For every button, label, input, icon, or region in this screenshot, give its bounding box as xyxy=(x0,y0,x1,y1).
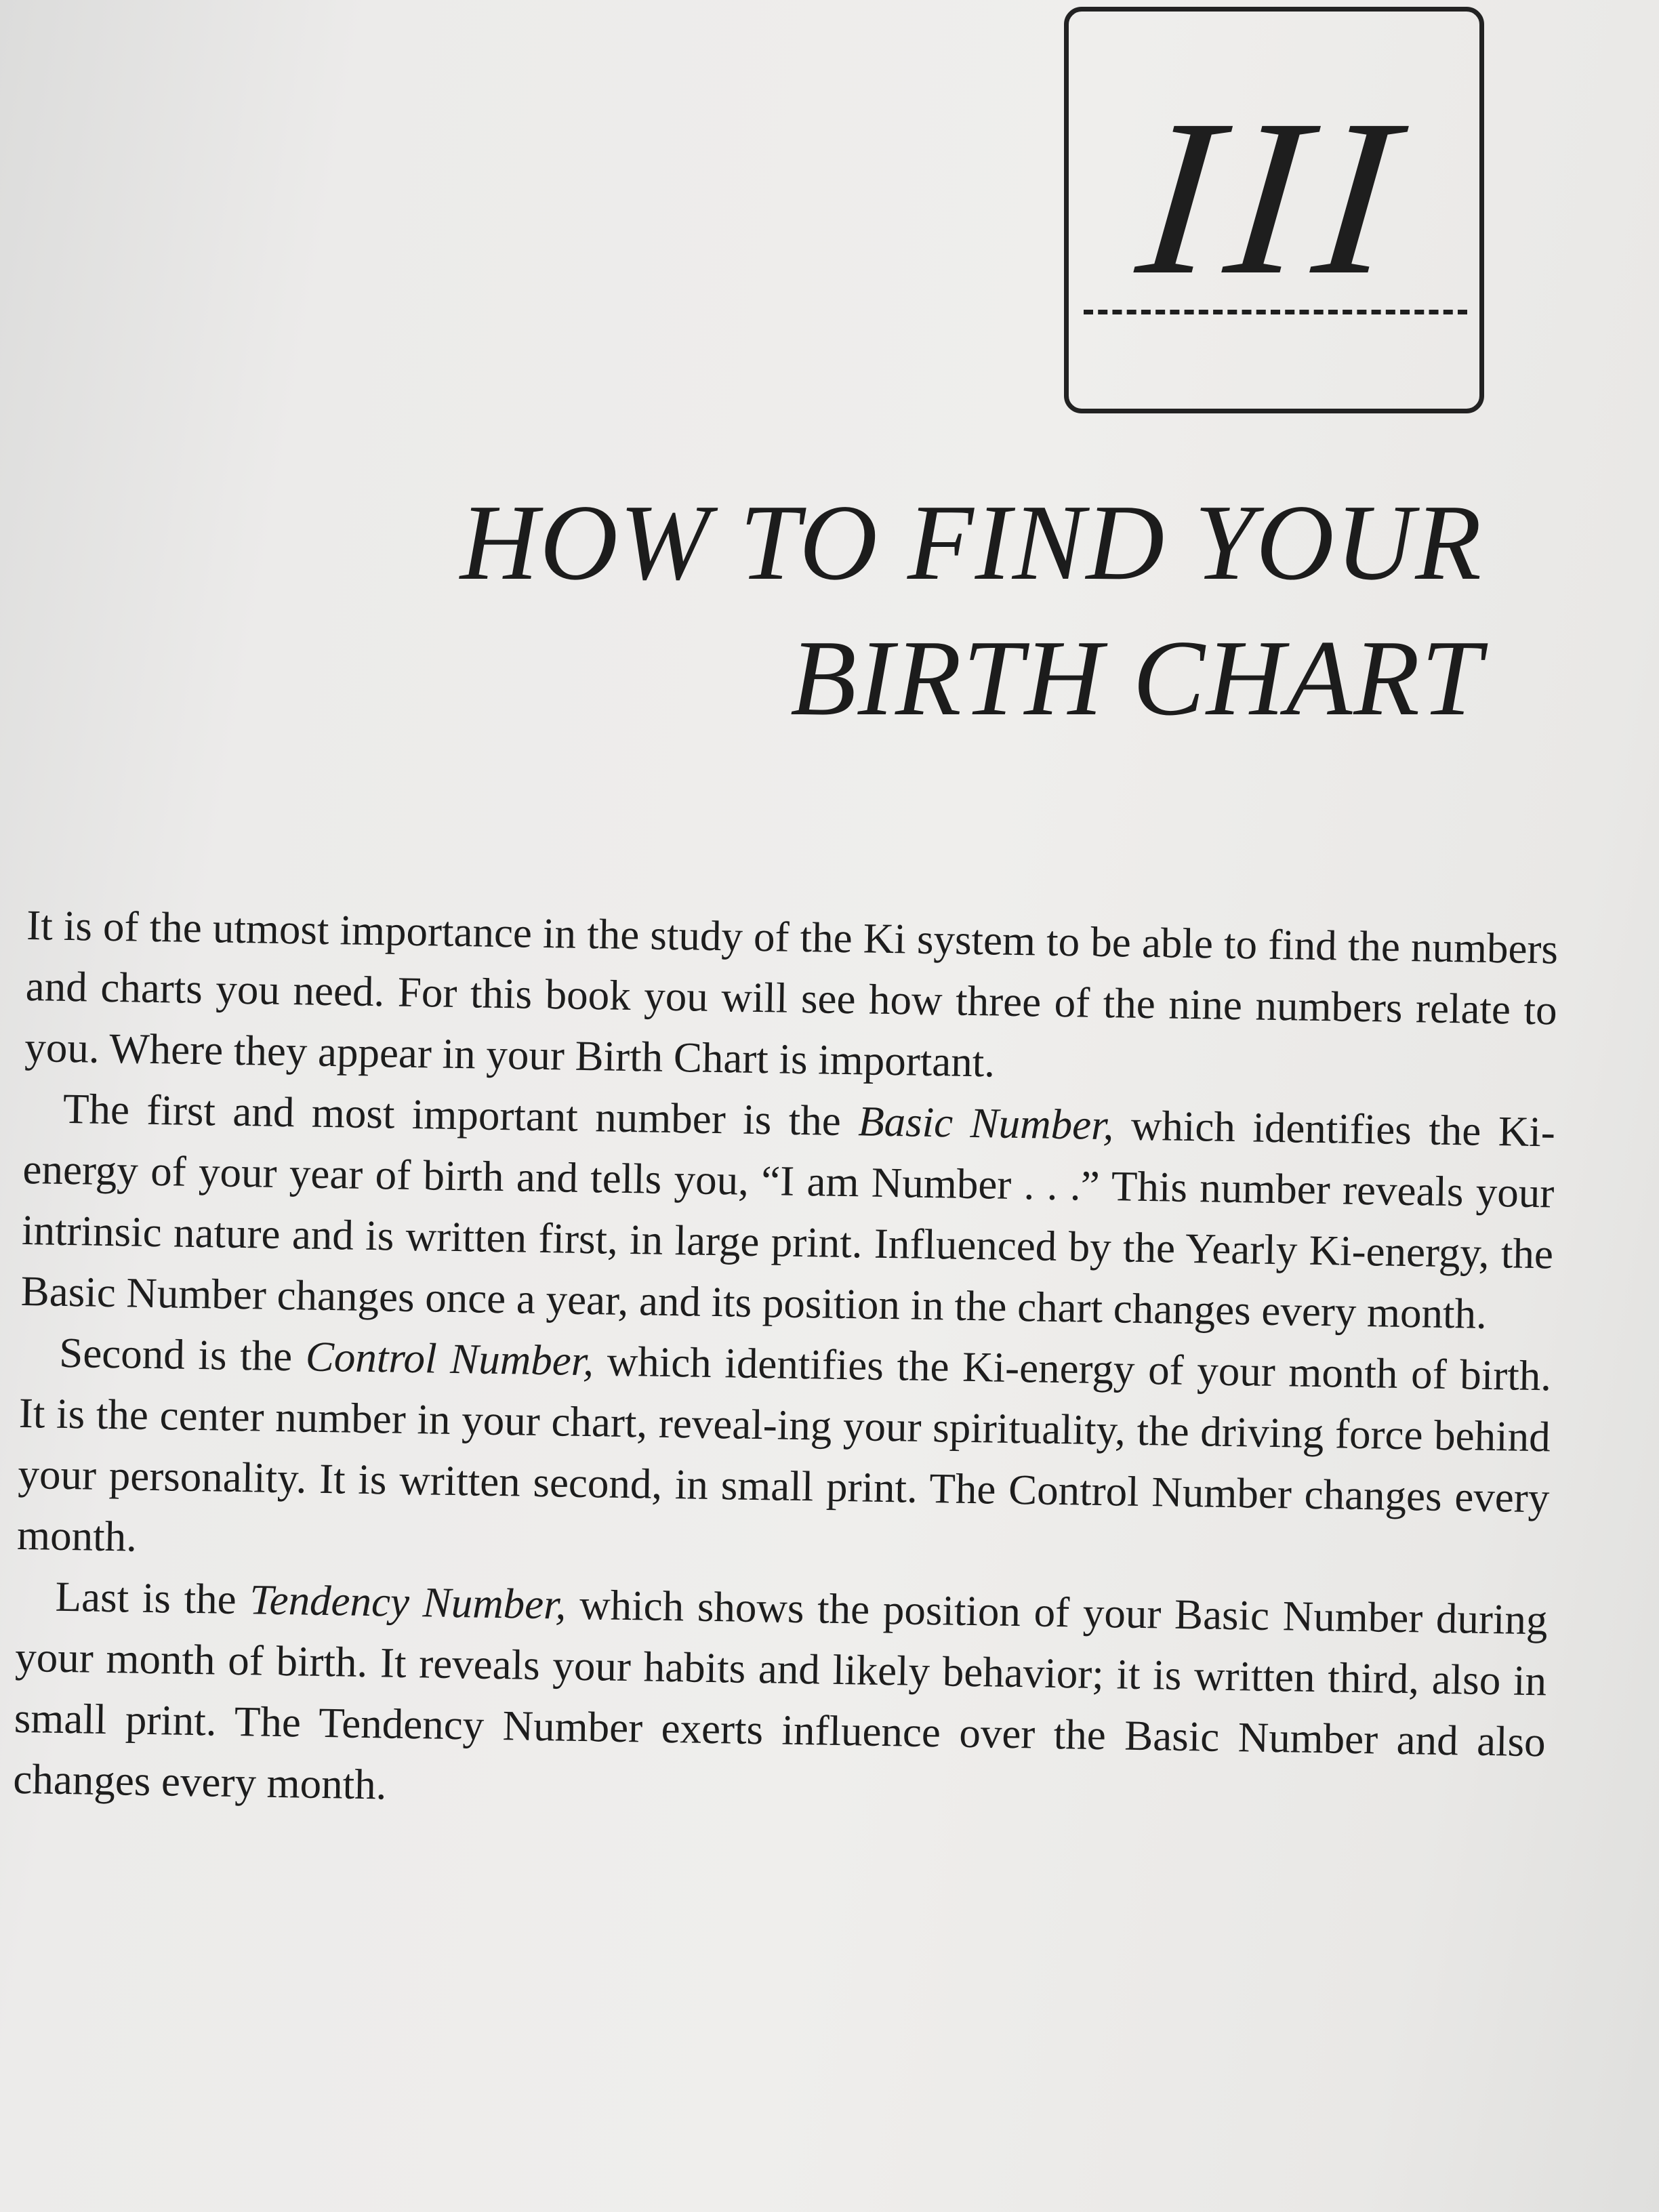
paragraph-intro: It is of the utmost importance in the study of the Ki system to be able to find the numbers and charts you need. For this book you will see how three of the nine numbers relate to you. Where they appear in your Birth Chart is important. xyxy=(24,901,1559,1086)
chapter-number-box xyxy=(1064,7,1484,413)
body-text xyxy=(13,895,1559,1833)
chapter-title xyxy=(460,474,1483,745)
chapter-numeral: III xyxy=(1129,74,1420,321)
paragraph-tendency-number xyxy=(13,1565,1548,1833)
chapter-title-line-2: BIRTH CHART xyxy=(790,617,1483,738)
term-tendency-number: Tendency Number, xyxy=(249,1576,567,1629)
term-basic-number: Basic Number, xyxy=(857,1097,1115,1149)
term-control-number: Control Number, xyxy=(305,1332,594,1385)
chapter-numeral-underline xyxy=(1084,310,1467,314)
paragraph-text-after: which identifies the Ki-energy of your year of birth and tells you, “I am Number . . .” This number reveals your intrinsic nature and is written first, in large print. Influenced by the Yearly Ki-energy, the Basic Number changes once a year, and its position in the chart changes every month. xyxy=(20,1101,1556,1338)
paragraph-text-after: which identifies the Ki-energy of your month of birth. It is the center number in your chart, reveal-ing your spirituality, the driving force behind your personality. It is written second, in small print. The Control Number changes every month. xyxy=(16,1337,1552,1561)
paragraph-basic-number xyxy=(20,1078,1555,1345)
paragraph-text-before: Last is the xyxy=(55,1572,250,1624)
paragraph-text-before: Second is the xyxy=(58,1328,306,1380)
paragraph-text-after: which shows the position of your Basic Number during your month of birth. It reveals your habits and likely behavior; it is written third, also in small print. The Tendency Number exerts influence over the Basic Number and also changes every month. xyxy=(12,1580,1549,1809)
chapter-title-line-1: HOW TO FIND YOUR xyxy=(459,482,1483,602)
paragraph-control-number xyxy=(16,1322,1551,1589)
paragraph-text-before: The first and most important number is the xyxy=(62,1084,859,1145)
